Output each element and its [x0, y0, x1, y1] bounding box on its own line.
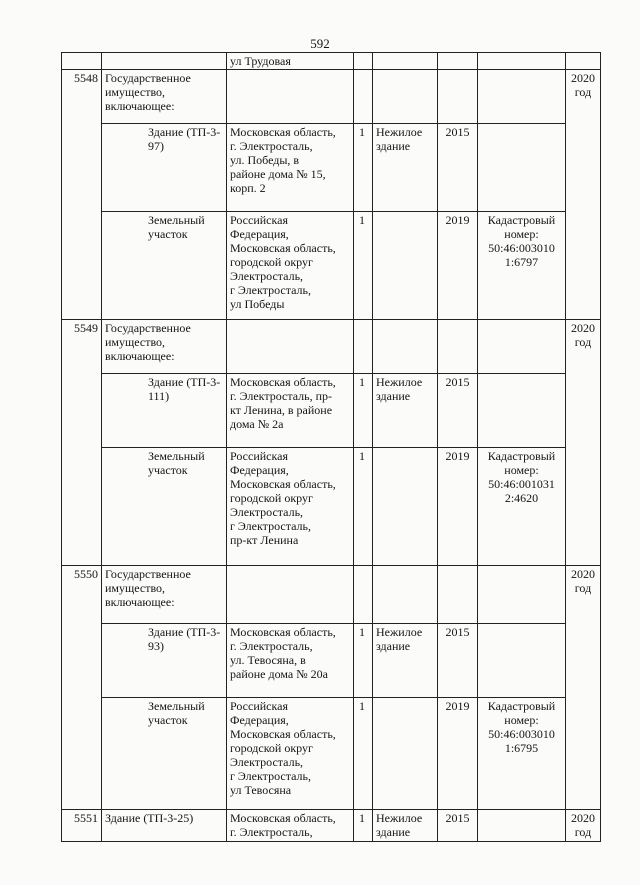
- item-qty: 1: [354, 810, 373, 842]
- group-title: Государственное имущество, включающее:: [102, 566, 227, 624]
- record-year: 2020 год: [566, 810, 601, 842]
- address-cell: ул Трудовая: [227, 53, 354, 70]
- item-note: [478, 124, 566, 212]
- group-title: Государственное имущество, включающее:: [102, 70, 227, 124]
- group-title: Государственное имущество, включающее:: [102, 320, 227, 374]
- item-year: 2015: [438, 374, 478, 448]
- record-number: 5548: [62, 70, 102, 320]
- item-year: 2015: [438, 124, 478, 212]
- item-type: Нежилое здание: [373, 624, 438, 698]
- item-qty: 1: [354, 212, 373, 320]
- item-type: Нежилое здание: [373, 810, 438, 842]
- item-name: Здание (ТП-3-25): [102, 810, 227, 842]
- item-note: Кадастровый номер: 50:46:003010 1:6797: [478, 212, 566, 320]
- page-number: 592: [310, 36, 330, 51]
- item-note: [478, 624, 566, 698]
- record-number: 5551: [62, 810, 102, 842]
- item-address: Московская область, г. Электросталь,: [227, 810, 354, 842]
- item-qty: 1: [354, 374, 373, 448]
- item-row: [62, 212, 601, 320]
- item-qty: 1: [354, 124, 373, 212]
- record-year: 2020 год: [566, 70, 601, 320]
- item-row: [62, 810, 601, 842]
- item-row: [62, 624, 601, 698]
- item-year: 2019: [438, 698, 478, 810]
- record-number: 5549: [62, 320, 102, 566]
- item-note: [478, 374, 566, 448]
- item-year: 2015: [438, 624, 478, 698]
- item-address: Московская область, г. Электросталь, ул. Тевосяна, в районе дома № 20а: [227, 624, 354, 698]
- item-address: Российская Федерация, Московская область, городской округ Электросталь, г Электросталь, ул Победы: [227, 212, 354, 320]
- item-name: Земельный участок: [102, 448, 227, 566]
- item-type: [373, 448, 438, 566]
- item-qty: 1: [354, 448, 373, 566]
- item-note: Кадастровый номер: 50:46:001031 2:4620: [478, 448, 566, 566]
- item-address: Московская область, г. Электросталь, ул. Победы, в районе дома № 15, корп. 2: [227, 124, 354, 212]
- item-year: 2019: [438, 448, 478, 566]
- item-name: Земельный участок: [102, 212, 227, 320]
- item-row: [62, 698, 601, 810]
- property-register-table: [61, 52, 601, 842]
- item-row: [62, 374, 601, 448]
- item-address: Российская Федерация, Московская область, городской округ Электросталь, г Электросталь, ул Тевосяна: [227, 698, 354, 810]
- continuation-row: [62, 53, 601, 70]
- record-year: 2020 год: [566, 320, 601, 566]
- item-qty: 1: [354, 698, 373, 810]
- item-address: Московская область, г. Электросталь, пр- кт Ленина, в районе дома № 2а: [227, 374, 354, 448]
- item-type: [373, 212, 438, 320]
- item-note: Кадастровый номер: 50:46:003010 1:6795: [478, 698, 566, 810]
- group-header-row: [62, 70, 601, 124]
- item-qty: 1: [354, 624, 373, 698]
- item-type: [373, 698, 438, 810]
- group-header-row: [62, 566, 601, 624]
- item-address: Российская Федерация, Московская область, городской округ Электросталь, г Электросталь, пр-кт Ленина: [227, 448, 354, 566]
- item-row: [62, 124, 601, 212]
- item-row: [62, 448, 601, 566]
- item-type: Нежилое здание: [373, 124, 438, 212]
- item-name: Здание (ТП-3-93): [102, 624, 227, 698]
- item-year: 2015: [438, 810, 478, 842]
- item-name: Здание (ТП-3-97): [102, 124, 227, 212]
- item-name: Земельный участок: [102, 698, 227, 810]
- record-year: 2020 год: [566, 566, 601, 810]
- item-year: 2019: [438, 212, 478, 320]
- item-type: Нежилое здание: [373, 374, 438, 448]
- item-name: Здание (ТП-3-111): [102, 374, 227, 448]
- group-header-row: [62, 320, 601, 374]
- record-number: 5550: [62, 566, 102, 810]
